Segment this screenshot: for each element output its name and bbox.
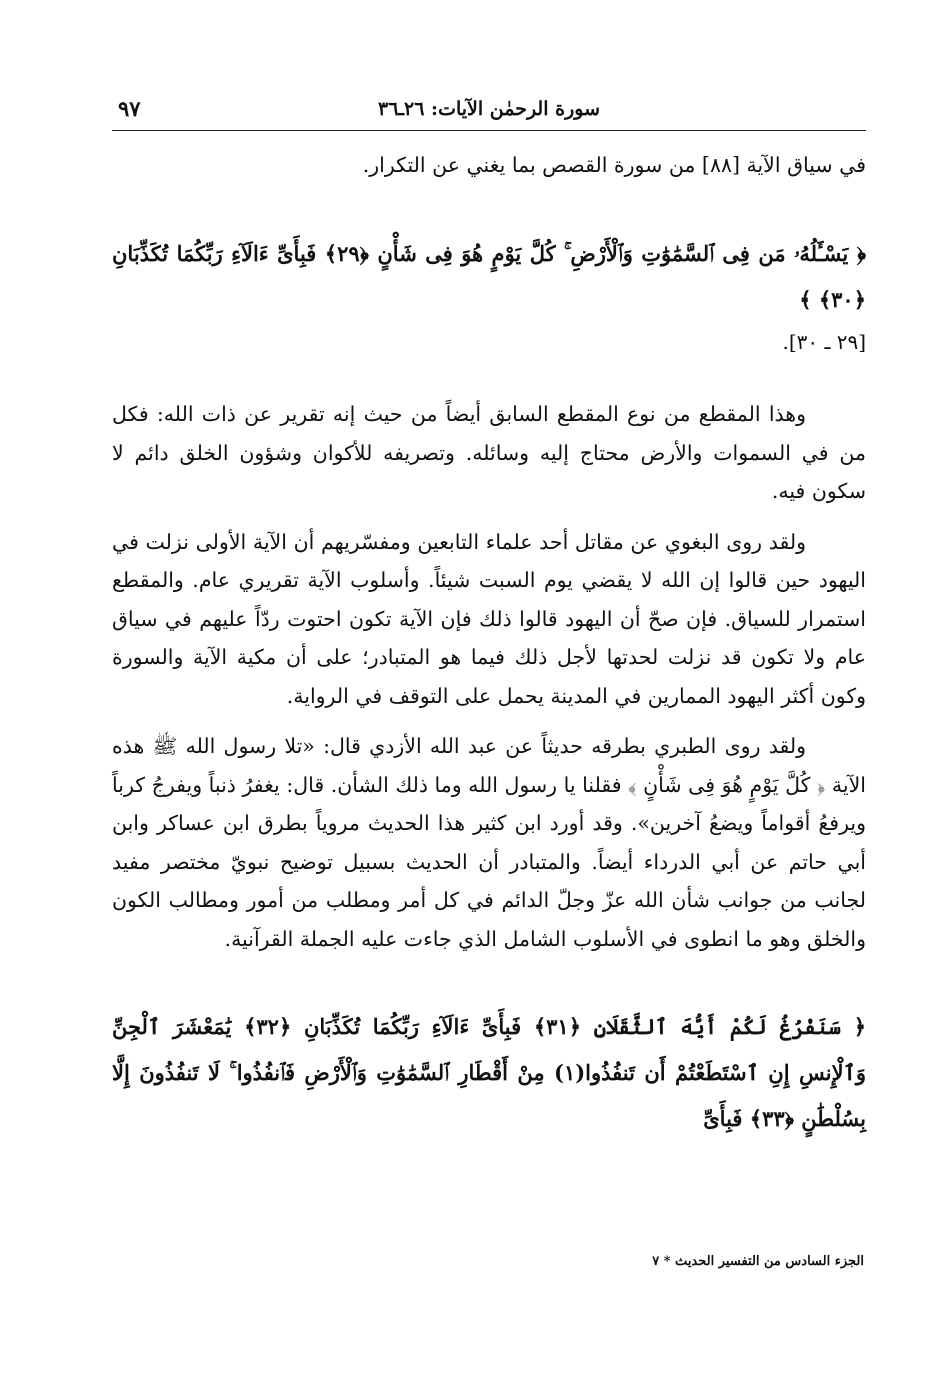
page-body [112, 146, 866, 1142]
running-title: سورة الرحمٰن الآيات: ٢٦ـ٣٦ [378, 98, 600, 120]
paragraph-commentary-3: ولقد روى الطبري بطرقه حديثاً عن عبد الله الأزدي قال: «تلا رسول الله ﷺ هذه الآية ﴿ كُلَّ يَوْمٍ هُوَ فِى شَأْنٍ ﴾ فقلنا يا رسول الله وما ذلك الشأن. قال: يغفرُ ذنباً ويفرجُ كرباً ويرفعُ أقواماً ويضعُ آخرين». وقد أورد ابن كثير هذا الحديث مروياً بطرق ابن عساكر وابن أبي حاتم عن أبي الدرداء أيضاً. والمتبادر أن الحديث بسبيل توضيح نبويّ مختصر مفيد لجانب من جوانب شأن الله عزّ وجلّ الدائم في كل أمر ومطلب من أمور ومطالب الكون والخلق وهو ما انطوى في الأسلوب الشامل الذي جاءت عليه الجملة القرآنية. [112, 734, 866, 951]
paragraph-commentary-1: وهذا المقطع من نوع المقطع السابق أيضاً من حيث إنه تقرير عن ذات الله: فكل من في السموات والأرض محتاج إليه وسائله. وتصريفه للأكوان وشؤون الخلق دائم لا سكون فيه. [112, 402, 866, 503]
page-footer: الجزء السادس من التفسير الحديث * ٧ [652, 1254, 864, 1269]
quran-verse-29-30: ﴿ يَسْـَٔلُهُۥ مَن فِى ٱلسَّمَٰوَٰتِ وَٱلْأَرْضِ ۚ كُلَّ يَوْمٍ هُوَ فِى شَأْنٍ ﴿٢٩﴾ فَبِأَىِّ ءَالَآءِ رَبِّكُمَا تُكَذِّبَانِ ﴿٣٠﴾ ﴾ [112, 240, 866, 312]
verse-reference: [٢٩ ـ ٣٠]. [782, 329, 866, 354]
page-header [112, 96, 866, 131]
paragraph-continuation: في سياق الآية [٨٨] من سورة القصص بما يغني عن التكرار. [362, 153, 866, 177]
quran-verse-31-34: ﴿ سَنَفْرُغُ لَكُمْ أَيُّهَ ٱلثَّقَلَانِ ﴿٣١﴾ فَبِأَىِّ ءَالَآءِ رَبِّكُمَا تُكَذِّبَانِ ﴿٣٢﴾ يَٰمَعْشَرَ ٱلْجِنِّ وَٱلْإِنسِ إِنِ ٱسْتَطَعْتُمْ أَن تَنفُذُوا(١) مِنْ أَقْطَارِ ٱلسَّمَٰوَٰتِ وَٱلْأَرْضِ فَٱنفُذُوا ۚ لَا تَنفُذُونَ إِلَّا بِسُلْطَٰنٍ ﴿٣٣﴾ فَبِأَىِّ [112, 1014, 866, 1131]
paragraph-commentary-2: ولقد روى البغوي عن مقاتل أحد علماء التابعين ومفسّريهم أن الآية الأولى نزلت في اليهود حين قالوا إن الله لا يقضي يوم السبت شيئاً. وأسلوب الآية تقريري عام. والمقطع استمرار للسياق. فإن صحّ أن اليهود قالوا ذلك فإن الآية تكون احتوت ردّاً عليهم في سياق عام ولا تكون قد نزلت لحدتها لأجل ذلك فيما هو المتبادر؛ على أن مكية الآية والسورة وكون أكثر اليهود الممارين في المدينة يحمل على التوقف في الرواية. [112, 529, 866, 708]
page-number: ٩٧ [118, 96, 141, 121]
